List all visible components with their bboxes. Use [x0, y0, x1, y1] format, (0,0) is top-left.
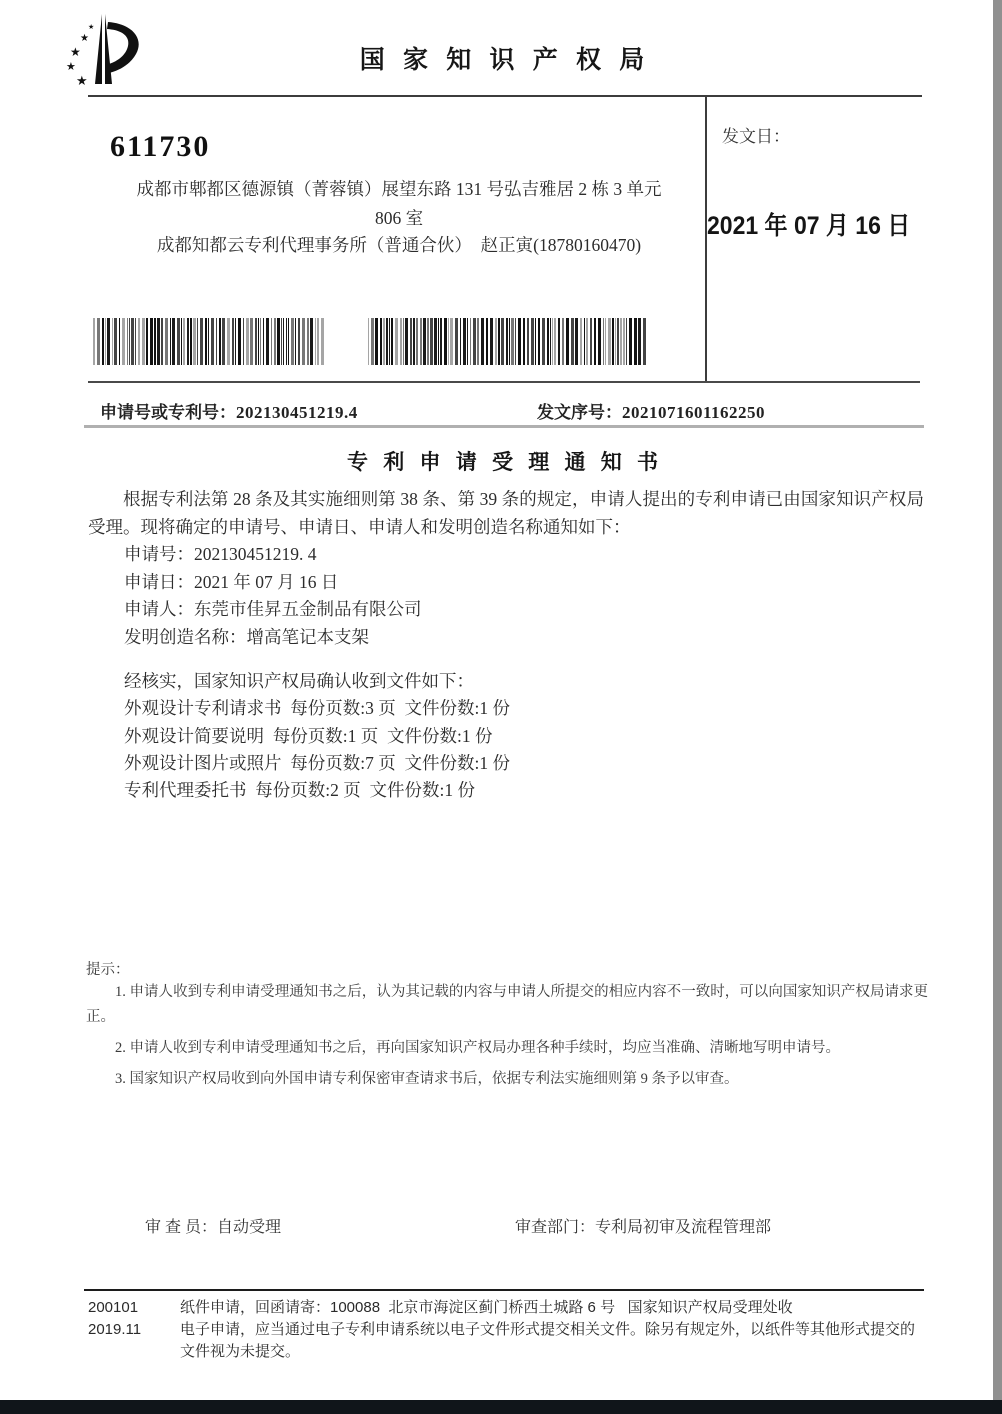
barcode-bar: [97, 318, 100, 365]
barcode-bar: [277, 318, 280, 365]
barcode-bar: [298, 318, 300, 365]
barcode-bar: [416, 318, 418, 365]
barcode-bar: [274, 318, 276, 365]
recipient-postcode: 611730: [110, 130, 211, 163]
barcode-bar: [450, 318, 453, 365]
barcode-bar: [430, 318, 433, 365]
received-intro: 经核实，国家知识产权局确认收到文件如下：: [124, 671, 474, 691]
barcode-bar: [232, 318, 234, 365]
recipient-agent-line: 成都知都云专利代理事务所（普通合伙） 赵正寅(18780160470): [156, 235, 642, 255]
star-icon: ★: [80, 33, 89, 44]
barcode-bar: [575, 318, 578, 365]
barcode-bar: [146, 318, 148, 365]
agency-title: 国 家 知 识 产 权 局: [359, 47, 651, 74]
barcode-bar: [395, 318, 398, 365]
barcode-bar: [486, 318, 488, 365]
barcode-bar: [250, 318, 253, 365]
barcode-bar: [131, 318, 134, 365]
barcode-bar: [271, 318, 272, 365]
application-number-value: 202130451219.4: [236, 403, 358, 422]
barcode-bar: [200, 318, 203, 365]
tips-list: [86, 980, 928, 1098]
barcode-bar: [552, 318, 553, 365]
barcode-bar: [286, 318, 287, 365]
scan-edge-bottom: [0, 1400, 1002, 1414]
barcode-bar: [434, 318, 437, 365]
barcode-bar: [473, 318, 476, 365]
barcode-bar: [608, 318, 611, 365]
barcode-bar: [550, 318, 551, 365]
footer-form-codes: [88, 1297, 141, 1341]
barcode-bar: [423, 318, 426, 365]
barcode-bar: [161, 318, 163, 365]
footer-paper-filing-line: 纸件申请，回函请寄：100088 北京市海淀区蓟门桥西土城路 6 号 国家知识产权局受理处收: [180, 1299, 793, 1316]
barcode-bar: [495, 318, 497, 365]
barcode-bar: [598, 318, 601, 365]
barcode-bar: [542, 318, 545, 365]
barcode-bar: [193, 318, 196, 365]
serial-number-label: 发文序号：: [537, 403, 622, 422]
examiner-label: 审 查 员：: [145, 1219, 218, 1236]
barcode-bar: [444, 318, 447, 365]
barcode-bar: [511, 318, 514, 365]
barcode-bar: [626, 318, 627, 365]
barcode-bar: [150, 318, 153, 365]
barcode-bar: [246, 318, 249, 365]
barcode-bar: [460, 318, 461, 365]
barcode-bar: [501, 318, 504, 365]
barcode-bar: [122, 318, 125, 365]
barcode-bar: [498, 318, 500, 365]
barcode-bar: [258, 318, 259, 365]
barcode-bar: [383, 318, 385, 365]
barcode-left: [93, 318, 328, 365]
tip-item-2: 2. 申请人收到专利申请受理通知书之后，再向国家知识产权局办理各种手续时，均应当准确、清晰地写明申请号。: [115, 1040, 840, 1056]
barcode-bar: [235, 318, 236, 365]
barcode-bar: [615, 318, 616, 365]
barcode-bar: [538, 318, 540, 365]
barcode-bar: [490, 318, 493, 365]
footer-form-date: 2019.11: [88, 1321, 142, 1338]
scan-edge-right: [993, 0, 1002, 1414]
barcode-bar: [302, 318, 305, 365]
barcode-bar: [216, 318, 217, 365]
barcode-bar: [105, 318, 106, 365]
barcode-bar: [455, 318, 458, 365]
barcode-bar: [420, 318, 422, 365]
barcode-bar: [243, 318, 244, 365]
barcode-bar: [558, 318, 560, 365]
application-number-row: [100, 398, 358, 423]
barcode-bar: [481, 318, 484, 365]
barcode-section-divider: [88, 381, 920, 383]
barcode-bar: [310, 318, 313, 365]
star-icon: ★: [76, 73, 88, 88]
barcode-bar: [129, 318, 130, 365]
barcode-bar: [288, 318, 289, 365]
barcode-bar: [307, 318, 309, 365]
barcode-bar: [554, 318, 556, 365]
barcode-bar: [315, 318, 316, 365]
barcode-bar: [255, 318, 257, 365]
barcode-bar: [643, 318, 646, 365]
barcode-bar: [263, 318, 264, 365]
barcode-bar: [463, 318, 466, 365]
barcode-bar: [321, 318, 324, 365]
barcode-bar: [222, 318, 225, 365]
barcode-bar: [107, 318, 110, 365]
field-invention-title: 发明创造名称：增高笔记本支架: [124, 626, 369, 647]
department-row: [515, 1214, 771, 1237]
application-fields: [124, 541, 422, 651]
barcode-bar: [295, 318, 296, 365]
barcode-bar: [368, 318, 369, 365]
barcode-bar: [391, 318, 393, 365]
barcode-bar: [584, 318, 585, 365]
field-applicant: 申请人：东莞市佳昇五金制品有限公司: [124, 599, 422, 619]
notice-intro-paragraph: 根据专利法第 28 条及其实施细则第 38 条、第 39 条的规定，申请人提出的专利申请已由国家知识产权局受理。现将确定的申请号、申请日、申请人和发明创造名称通知如下：: [88, 489, 924, 537]
barcode-bar: [523, 318, 525, 365]
barcode-bar: [470, 318, 471, 365]
barcode-bar: [114, 318, 117, 365]
barcode-bar: [617, 318, 619, 365]
barcode-bar: [142, 318, 145, 365]
barcode-bar: [238, 318, 241, 365]
footer-instructions: [180, 1297, 928, 1363]
barcode-bar: [603, 318, 604, 365]
application-number-label: 申请号或专利号：: [100, 403, 236, 422]
received-documents: [124, 668, 510, 804]
department-label: 审查部门：: [515, 1219, 596, 1236]
barcode-bar: [177, 318, 180, 365]
barcode-bar: [590, 318, 592, 365]
tips-label: 提示：: [86, 962, 130, 978]
barcode-bar: [638, 318, 641, 365]
barcode-bar: [181, 318, 182, 365]
notice-title: 专 利 申 请 受 理 通 知 书: [347, 450, 663, 474]
barcode-bar: [138, 318, 140, 365]
barcode-bar: [531, 318, 534, 365]
barcode-bar: [172, 318, 175, 365]
received-doc-item: 外观设计图片或照片 每份页数:7 页 文件份数:1 份: [124, 752, 510, 773]
barcode-bar: [283, 318, 284, 365]
barcode-bar: [477, 318, 479, 365]
barcode-bar: [467, 318, 468, 365]
serial-number-row: [537, 398, 765, 423]
barcode-bar: [170, 318, 171, 365]
barcode-bar: [634, 318, 637, 365]
barcode-bar: [448, 318, 449, 365]
examiner-value: 自动受理: [217, 1219, 282, 1236]
star-icon: ★: [70, 45, 81, 59]
barcode-bar: [410, 318, 412, 365]
barcode-bar: [566, 318, 569, 365]
barcode-bar: [371, 318, 374, 365]
barcode-bar: [527, 318, 529, 365]
barcode-bar: [605, 318, 606, 365]
barcode-bar: [405, 318, 408, 365]
star-icon: ★: [88, 23, 95, 31]
department-value: 专利局初审及流程管理部: [595, 1219, 772, 1236]
barcode-bar: [380, 318, 382, 365]
barcode-bar: [190, 318, 192, 365]
barcode-bar: [440, 318, 442, 365]
barcode-bar: [102, 318, 104, 365]
barcode-bar: [197, 318, 198, 365]
barcode-bar: [518, 318, 521, 365]
barcode-bar: [291, 318, 294, 365]
barcode-bar: [127, 318, 128, 365]
issue-date-label: 发文日：: [722, 127, 790, 146]
barcode-bar: [154, 318, 156, 365]
barcode-bar: [612, 318, 614, 365]
barcode-bar: [586, 318, 588, 365]
field-application-number: 申请号：202130451219. 4: [124, 544, 317, 564]
barcode-bar: [208, 318, 209, 365]
header-divider: [88, 95, 922, 97]
barcode-bar: [535, 318, 536, 365]
barcode-bar: [400, 318, 402, 365]
barcode-bar: [375, 318, 378, 365]
barcode-bar: [211, 318, 214, 365]
serial-number-value: 2021071601162250: [622, 403, 766, 422]
barcode-bar: [594, 318, 596, 365]
barcode-bar: [389, 318, 390, 365]
barcode-bar: [135, 318, 136, 365]
barcode-bar: [266, 318, 269, 365]
barcode-bar: [623, 318, 625, 365]
issue-date-value: 2021 年 07 月 16 日: [707, 212, 911, 240]
barcode-bar: [413, 318, 415, 365]
received-doc-item: 外观设计专利请求书 每份页数:3 页 文件份数:1 份: [124, 698, 510, 719]
barcode-bar: [165, 318, 168, 365]
footer-form-code: 200101: [88, 1299, 139, 1316]
barcode-bar: [403, 318, 404, 365]
barcode-bar: [119, 318, 120, 365]
barcode-bar: [509, 318, 510, 365]
barcode-bar: [629, 318, 632, 365]
barcode-bar: [187, 318, 189, 365]
tip-item-3: 3. 国家知识产权局收到向外国申请专利保密审查请求书后，依据专利法实施细则第 9 条予以审查。: [115, 1071, 739, 1087]
barcode-bar: [157, 318, 160, 365]
barcode-bar: [580, 318, 582, 365]
barcode-bar: [515, 318, 516, 365]
barcode-bar: [620, 318, 622, 365]
barcode-bar: [562, 318, 564, 365]
barcode-bar: [427, 318, 429, 365]
barcode-right: [368, 318, 648, 365]
tip-item-1: 1. 申请人收到专利申请受理通知书之后，认为其记载的内容与申请人所提交的相应内容不一致时，可以向国家知识产权局请求更正。: [86, 984, 928, 1025]
examiner-row: [145, 1214, 281, 1237]
barcode-bar: [219, 318, 221, 365]
barcode-bar: [281, 318, 282, 365]
barcode-bar: [571, 318, 574, 365]
barcode-bar: [93, 318, 95, 365]
barcode-bar: [112, 318, 113, 365]
barcode-bar: [183, 318, 185, 365]
barcode-bar: [317, 318, 319, 365]
star-icon: ★: [66, 61, 76, 73]
recipient-address-line2: 806 室: [374, 208, 424, 228]
numbers-section-divider: [84, 425, 924, 428]
field-application-date: 申请日：2021 年 07 月 16 日: [124, 571, 339, 592]
recipient-address-line1: 成都市郫都区德源镇（菁蓉镇）展望东路 131 号弘吉雅居 2 栋 3 单元: [136, 179, 662, 199]
barcode-bar: [438, 318, 439, 365]
received-doc-item: 专利代理委托书 每份页数:2 页 文件份数:1 份: [124, 780, 475, 801]
footer-electronic-filing-line: 电子申请，应当通过电子专利申请系统以电子文件形式提交相关文件。除另有规定外，以纸件等其他形式提交的文件视为未提交。: [180, 1321, 916, 1360]
barcode-bar: [386, 318, 388, 365]
barcode-bar: [205, 318, 207, 365]
barcode-bar: [547, 318, 549, 365]
received-doc-item: 外观设计简要说明 每份页数:1 页 文件份数:1 份: [124, 725, 493, 746]
barcode-bar: [506, 318, 508, 365]
barcode-bar: [227, 318, 230, 365]
barcode-bar: [260, 318, 261, 365]
footer-divider: [84, 1289, 924, 1291]
